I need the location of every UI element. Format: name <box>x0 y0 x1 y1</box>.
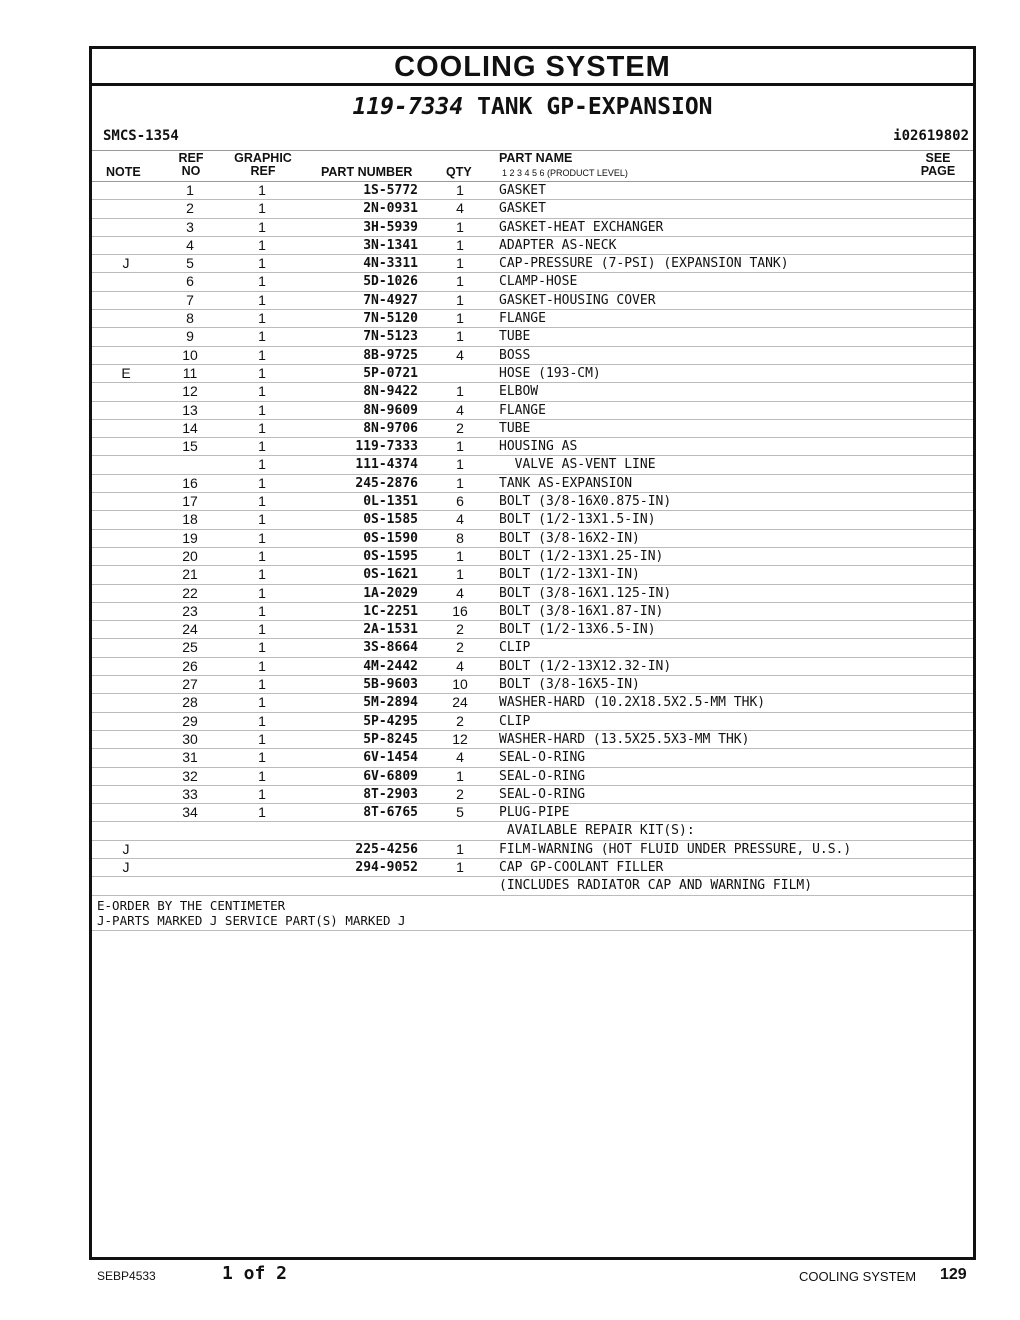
row-part-name: FLANGE <box>499 402 546 418</box>
row-part-name: WASHER-HARD (13.5X25.5X3-MM THK) <box>499 731 750 747</box>
table-row <box>92 603 973 621</box>
table-row <box>92 347 973 365</box>
table-row <box>92 548 973 566</box>
row-part-number: 1A-2029 <box>363 585 418 601</box>
row-ref-no: 25 <box>182 639 198 656</box>
row-ref-no: 4 <box>186 236 194 253</box>
row-part-name: BOLT (1/2-13X12.32-IN) <box>499 658 672 674</box>
page-title: COOLING SYSTEM <box>92 49 973 86</box>
row-part-number: 8N-9706 <box>363 420 418 436</box>
row-qty: 4 <box>456 346 464 363</box>
row-part-number: 8B-9725 <box>363 347 418 363</box>
row-part-number: 245-2876 <box>355 475 418 491</box>
row-graphic-ref: 1 <box>258 511 266 528</box>
table-row <box>92 365 973 383</box>
table-row <box>92 182 973 200</box>
page-footer <box>0 1263 1020 1287</box>
row-part-name: GASKET <box>499 201 546 217</box>
row-part-name: (INCLUDES RADIATOR CAP AND WARNING FILM) <box>499 878 813 894</box>
row-part-number: 111-4374 <box>355 457 418 473</box>
row-ref-no: 16 <box>182 474 198 491</box>
row-ref-no: 17 <box>182 493 198 510</box>
table-row <box>92 749 973 767</box>
table-row <box>92 200 973 218</box>
row-ref-no: 2 <box>186 200 194 217</box>
row-ref-no: 30 <box>182 730 198 747</box>
row-qty: 1 <box>456 383 464 400</box>
table-row <box>92 713 973 731</box>
row-qty: 6 <box>456 493 464 510</box>
header-graphic-ref: GRAPHIC REF <box>234 151 292 178</box>
row-part-number: 7N-4927 <box>363 292 418 308</box>
row-graphic-ref: 1 <box>258 804 266 821</box>
row-qty: 1 <box>456 858 464 875</box>
parts-table-body <box>92 182 973 896</box>
illustration-id: i02619802 <box>893 128 969 144</box>
row-ref-no: 22 <box>182 584 198 601</box>
row-graphic-ref: 1 <box>258 273 266 290</box>
row-part-name: WASHER-HARD (10.2X18.5X2.5-MM THK) <box>499 695 766 711</box>
row-graphic-ref: 1 <box>258 676 266 693</box>
row-graphic-ref: 1 <box>258 200 266 217</box>
row-part-name: SEAL-O-RING <box>499 786 586 802</box>
row-part-name: BOLT (1/2-13X1.5-IN) <box>499 512 656 528</box>
row-part-name: FILM-WARNING (HOT FLUID UNDER PRESSURE, U.S.) <box>499 841 852 857</box>
row-graphic-ref: 1 <box>258 328 266 345</box>
row-qty: 1 <box>456 291 464 308</box>
row-qty: 2 <box>456 712 464 729</box>
row-part-name: TANK AS-EXPANSION <box>499 475 633 491</box>
row-part-number: 3S-8664 <box>363 640 418 656</box>
row-ref-no: 32 <box>182 767 198 784</box>
row-ref-no: 24 <box>182 621 198 638</box>
row-part-name: GASKET-HOUSING COVER <box>499 292 656 308</box>
table-row <box>92 438 973 456</box>
row-graphic-ref: 1 <box>258 419 266 436</box>
group-name: TANK GP-EXPANSION <box>477 94 713 120</box>
row-qty: 1 <box>456 840 464 857</box>
row-graphic-ref: 1 <box>258 566 266 583</box>
note-line: J-PARTS MARKED J SERVICE PART(S) MARKED J <box>97 912 406 928</box>
row-ref-no: 11 <box>182 364 198 381</box>
group-part-number: 119-7334 <box>352 94 464 120</box>
row-graphic-ref: 1 <box>258 694 266 711</box>
row-qty: 2 <box>456 419 464 436</box>
row-part-number: 119-7333 <box>355 439 418 455</box>
row-part-name: CLIP <box>499 713 531 729</box>
row-graphic-ref: 1 <box>258 785 266 802</box>
row-part-number: 5B-9603 <box>363 677 418 693</box>
table-row <box>92 475 973 493</box>
row-part-number: 1S-5772 <box>363 183 418 198</box>
table-row <box>92 694 973 712</box>
footer-section: COOLING SYSTEM <box>799 1269 917 1284</box>
header-note: NOTE <box>106 165 141 179</box>
table-row <box>92 841 973 859</box>
row-part-number: 7N-5120 <box>363 311 418 327</box>
row-qty: 2 <box>456 621 464 638</box>
row-qty: 12 <box>452 730 468 747</box>
row-note: J <box>122 255 130 272</box>
row-part-number: 2N-0931 <box>363 201 418 217</box>
notes-block <box>92 896 973 931</box>
row-part-number: 225-4256 <box>355 841 418 857</box>
row-part-number: 2A-1531 <box>363 622 418 638</box>
row-graphic-ref: 1 <box>258 493 266 510</box>
row-graphic-ref: 1 <box>258 438 266 455</box>
row-ref-no: 13 <box>182 401 198 418</box>
row-graphic-ref: 1 <box>258 767 266 784</box>
row-part-name: BOLT (1/2-13X6.5-IN) <box>499 622 656 638</box>
row-qty: 1 <box>456 182 464 198</box>
parts-list-frame <box>89 46 976 1260</box>
row-qty: 1 <box>456 456 464 473</box>
table-row <box>92 493 973 511</box>
row-part-name: BOLT (3/8-16X2-IN) <box>499 530 640 546</box>
row-ref-no: 26 <box>182 657 198 674</box>
row-part-number: 0S-1595 <box>363 548 418 564</box>
group-title <box>92 94 973 122</box>
row-qty: 4 <box>456 657 464 674</box>
table-row <box>92 511 973 529</box>
row-graphic-ref: 1 <box>258 657 266 674</box>
row-qty: 2 <box>456 785 464 802</box>
row-part-number: 4M-2442 <box>363 658 418 674</box>
row-part-name: CAP-PRESSURE (7-PSI) (EXPANSION TANK) <box>499 256 789 272</box>
row-part-name: GASKET <box>499 183 546 198</box>
table-row <box>92 639 973 657</box>
row-qty: 1 <box>456 474 464 491</box>
row-ref-no: 18 <box>182 511 198 528</box>
row-ref-no: 33 <box>182 785 198 802</box>
row-part-name: TUBE <box>499 329 531 345</box>
header-product-levels: 1 2 3 4 5 6 (PRODUCT LEVEL) <box>502 168 628 178</box>
row-qty: 2 <box>456 639 464 656</box>
row-part-name: BOLT (3/8-16X1.87-IN) <box>499 603 664 619</box>
row-qty: 4 <box>456 749 464 766</box>
row-qty: 24 <box>452 694 468 711</box>
row-ref-no: 19 <box>182 529 198 546</box>
row-part-number: 3N-1341 <box>363 237 418 253</box>
row-part-name: BOLT (3/8-16X5-IN) <box>499 677 640 693</box>
smcs-code: SMCS-1354 <box>103 128 179 144</box>
row-graphic-ref: 1 <box>258 730 266 747</box>
smcs-row <box>92 128 973 150</box>
header-qty: QTY <box>446 165 472 179</box>
row-qty: 1 <box>456 255 464 272</box>
table-row <box>92 456 973 474</box>
row-qty: 4 <box>456 401 464 418</box>
row-graphic-ref: 1 <box>258 474 266 491</box>
row-note: J <box>122 858 130 875</box>
table-row <box>92 566 973 584</box>
row-graphic-ref: 1 <box>258 383 266 400</box>
table-row <box>92 859 973 877</box>
row-part-name: VALVE AS-VENT LINE <box>499 457 656 473</box>
row-ref-no: 5 <box>186 255 194 272</box>
row-ref-no: 7 <box>186 291 194 308</box>
row-qty: 4 <box>456 584 464 601</box>
row-graphic-ref: 1 <box>258 401 266 418</box>
row-graphic-ref: 1 <box>258 547 266 564</box>
table-row <box>92 676 973 694</box>
row-note: E <box>121 364 131 381</box>
row-qty: 1 <box>456 547 464 564</box>
row-qty: 1 <box>456 767 464 784</box>
row-part-number: 5D-1026 <box>363 274 418 290</box>
row-part-number: 6V-6809 <box>363 768 418 784</box>
table-row <box>92 804 973 822</box>
footer-page-of: 1 of 2 <box>222 1263 288 1284</box>
row-ref-no: 8 <box>186 310 194 327</box>
footer-page-number: 129 <box>940 1266 967 1283</box>
row-graphic-ref: 1 <box>258 712 266 729</box>
row-ref-no: 21 <box>182 566 198 583</box>
row-part-name: ADAPTER AS-NECK <box>499 237 617 253</box>
table-row <box>92 731 973 749</box>
row-part-name: HOUSING AS <box>499 439 578 455</box>
row-part-name: BOLT (1/2-13X1.25-IN) <box>499 548 664 564</box>
row-graphic-ref: 1 <box>258 291 266 308</box>
row-part-name: BOLT (3/8-16X0.875-IN) <box>499 494 672 510</box>
row-ref-no: 31 <box>182 749 198 766</box>
row-graphic-ref: 1 <box>258 602 266 619</box>
row-part-number: 4N-3311 <box>363 256 418 272</box>
row-part-name: CLIP <box>499 640 531 656</box>
table-row <box>92 292 973 310</box>
row-part-number: 0S-1621 <box>363 567 418 583</box>
row-qty: 1 <box>456 236 464 253</box>
row-ref-no: 23 <box>182 602 198 619</box>
row-ref-no: 6 <box>186 273 194 290</box>
table-row <box>92 219 973 237</box>
row-part-number: 8N-9609 <box>363 402 418 418</box>
row-part-number: 8T-2903 <box>363 786 418 802</box>
row-ref-no: 12 <box>182 383 198 400</box>
row-graphic-ref: 1 <box>258 236 266 253</box>
table-row <box>92 530 973 548</box>
table-row <box>92 273 973 291</box>
row-qty: 1 <box>456 438 464 455</box>
footer-doc-id: SEBP4533 <box>97 1269 156 1283</box>
row-part-name: GASKET-HEAT EXCHANGER <box>499 219 664 235</box>
row-graphic-ref: 1 <box>258 364 266 381</box>
row-ref-no: 3 <box>186 218 194 235</box>
row-graphic-ref: 1 <box>258 218 266 235</box>
row-ref-no: 10 <box>182 346 198 363</box>
row-part-number: 294-9052 <box>355 859 418 875</box>
header-see-page: SEE PAGE <box>920 151 956 178</box>
row-ref-no: 14 <box>182 419 198 436</box>
row-ref-no: 1 <box>186 182 194 198</box>
table-row <box>92 310 973 328</box>
row-part-name: SEAL-O-RING <box>499 768 586 784</box>
row-ref-no: 9 <box>186 328 194 345</box>
table-row <box>92 237 973 255</box>
row-part-name: PLUG-PIPE <box>499 805 570 821</box>
row-part-number: 5P-0721 <box>363 365 418 381</box>
row-part-name: CLAMP-HOSE <box>499 274 578 290</box>
row-part-number: 5P-4295 <box>363 713 418 729</box>
row-part-number: 3H-5939 <box>363 219 418 235</box>
row-graphic-ref: 1 <box>258 749 266 766</box>
header-part-number: PART NUMBER <box>321 165 413 179</box>
row-part-number: 6V-1454 <box>363 750 418 766</box>
row-graphic-ref: 1 <box>258 310 266 327</box>
row-part-number: 0L-1351 <box>363 494 418 510</box>
row-part-number: 8N-9422 <box>363 384 418 400</box>
row-graphic-ref: 1 <box>258 346 266 363</box>
header-ref-no: REF NO <box>178 151 204 178</box>
row-ref-no: 15 <box>182 438 198 455</box>
row-part-name: BOSS <box>499 347 531 363</box>
table-row <box>92 420 973 438</box>
row-part-name: HOSE (193-CM) <box>499 365 601 381</box>
row-ref-no: 20 <box>182 547 198 564</box>
row-qty: 1 <box>456 273 464 290</box>
row-qty: 1 <box>456 310 464 327</box>
row-ref-no: 28 <box>182 694 198 711</box>
row-note: J <box>122 840 130 857</box>
row-part-name: FLANGE <box>499 311 546 327</box>
table-row <box>92 585 973 603</box>
table-row <box>92 658 973 676</box>
table-row <box>92 328 973 346</box>
row-part-name: BOLT (3/8-16X1.125-IN) <box>499 585 672 601</box>
table-row <box>92 402 973 420</box>
table-row <box>92 786 973 804</box>
row-ref-no: 29 <box>182 712 198 729</box>
table-row <box>92 383 973 401</box>
row-qty: 1 <box>456 328 464 345</box>
row-qty: 16 <box>452 602 468 619</box>
row-part-number: 5M-2894 <box>363 695 418 711</box>
row-qty: 4 <box>456 511 464 528</box>
row-part-name: BOLT (1/2-13X1-IN) <box>499 567 640 583</box>
table-header <box>92 150 973 182</box>
table-row <box>92 877 973 895</box>
row-part-name: ELBOW <box>499 384 539 400</box>
row-qty: 8 <box>456 529 464 546</box>
row-part-number: 0S-1585 <box>363 512 418 528</box>
note-line: E-ORDER BY THE CENTIMETER <box>97 897 286 913</box>
row-part-name: SEAL-O-RING <box>499 750 586 766</box>
row-qty: 1 <box>456 218 464 235</box>
row-graphic-ref: 1 <box>258 456 266 473</box>
table-row <box>92 255 973 273</box>
table-row <box>92 768 973 786</box>
row-qty: 10 <box>452 676 468 693</box>
row-part-name: CAP GP-COOLANT FILLER <box>499 859 664 875</box>
row-qty: 4 <box>456 200 464 217</box>
row-graphic-ref: 1 <box>258 639 266 656</box>
row-part-name: TUBE <box>499 420 531 436</box>
row-part-number: 8T-6765 <box>363 805 418 821</box>
row-part-name: AVAILABLE REPAIR KIT(S): <box>499 823 695 839</box>
row-ref-no: 34 <box>182 804 198 821</box>
row-graphic-ref: 1 <box>258 621 266 638</box>
table-row <box>92 621 973 639</box>
row-graphic-ref: 1 <box>258 529 266 546</box>
row-part-number: 0S-1590 <box>363 530 418 546</box>
row-part-number: 5P-8245 <box>363 731 418 747</box>
row-graphic-ref: 1 <box>258 584 266 601</box>
header-part-name: PART NAME <box>499 151 573 165</box>
row-graphic-ref: 1 <box>258 255 266 272</box>
row-ref-no: 27 <box>182 676 198 693</box>
table-row <box>92 822 973 840</box>
row-qty: 1 <box>456 566 464 583</box>
row-part-number: 7N-5123 <box>363 329 418 345</box>
row-graphic-ref: 1 <box>258 182 266 198</box>
row-part-number: 1C-2251 <box>363 603 418 619</box>
row-qty: 5 <box>456 804 464 821</box>
